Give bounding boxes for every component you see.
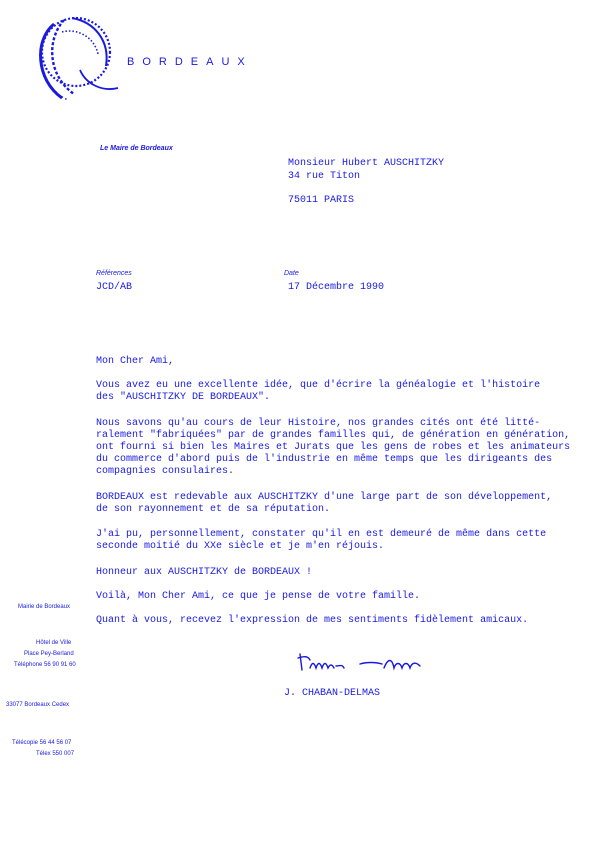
paragraph-7: Quant à vous, recevez l'expression de mes sentiments fidèlement amicaux. bbox=[96, 615, 529, 626]
date-value: 17 Décembre 1990 bbox=[288, 282, 385, 293]
recipient-name: Monsieur Hubert AUSCHITZKY bbox=[288, 158, 445, 169]
paragraph-line: du commerce d'abord puis de l'industrie en même temps que les dirigeants des bbox=[96, 454, 553, 465]
paragraph-line: compagnies consulaires. bbox=[96, 466, 235, 477]
recipient-city: 75011 PARIS bbox=[288, 195, 355, 206]
paragraph-3 bbox=[96, 492, 566, 516]
paragraph-5: Honneur aux AUSCHITZKY de BORDEAUX ! bbox=[96, 567, 313, 578]
paragraph-1 bbox=[96, 380, 566, 404]
office-title: Le Maire de Bordeaux bbox=[100, 145, 173, 152]
paragraph-line: Nous savons qu'au cours de leur Histoire, nos grandes cités ont été litté- bbox=[96, 418, 541, 429]
paragraph-line: seconde moitié du XXe siècle et je m'en réjouis. bbox=[96, 541, 385, 552]
paragraph-4 bbox=[96, 529, 566, 553]
signatory-name: J. CHABAN-DELMAS bbox=[284, 688, 381, 699]
salutation: Mon Cher Ami, bbox=[96, 356, 175, 367]
recipient-street: 34 rue Titon bbox=[288, 171, 361, 182]
sidebar-building: Hôtel de Ville bbox=[36, 640, 72, 646]
sidebar-title: Mairie de Bordeaux bbox=[18, 604, 71, 610]
paragraph-2 bbox=[96, 418, 571, 478]
paragraph-line: de son rayonnement et de sa réputation. bbox=[96, 504, 331, 515]
logo-wordmark: BORDEAUX bbox=[127, 56, 253, 68]
handwritten-signature bbox=[296, 650, 428, 676]
sidebar-telex: Télex 550 007 bbox=[36, 751, 75, 757]
paragraph-line: des "AUSCHITZKY DE BORDEAUX". bbox=[96, 392, 271, 403]
paragraph-line: ont fourni si bien les Maires et Jurats que les gens de robes et les animateurs bbox=[96, 442, 571, 453]
date-label: Date bbox=[284, 270, 299, 277]
paragraph-line: J'ai pu, personnellement, constater qu'il en est demeuré de même dans cette bbox=[96, 529, 547, 540]
references-label: Références bbox=[96, 270, 132, 277]
paragraph-line: ralement "fabriquées" par de grandes familles qui, de génération en génération, bbox=[96, 430, 571, 441]
paragraph-line: BORDEAUX est redevable aux AUSCHITZKY d'une large part de son développement, bbox=[96, 492, 553, 503]
sidebar-square: Place Pey-Berland bbox=[24, 651, 74, 657]
references-value: JCD/AB bbox=[96, 282, 133, 293]
paragraph-line: Vous avez eu une excellente idée, que d'écrire la généalogie et l'histoire bbox=[96, 380, 541, 391]
bordeaux-crescent-logo bbox=[14, 10, 124, 110]
sidebar-fax: Télécopie 56 44 56 07 bbox=[12, 740, 72, 746]
sidebar-postal: 33077 Bordeaux Cedex bbox=[6, 702, 70, 708]
paragraph-6: Voilà, Mon Cher Ami, ce que je pense de votre famille. bbox=[96, 591, 421, 602]
sidebar-phone: Téléphone 56 90 91 60 bbox=[14, 662, 76, 668]
